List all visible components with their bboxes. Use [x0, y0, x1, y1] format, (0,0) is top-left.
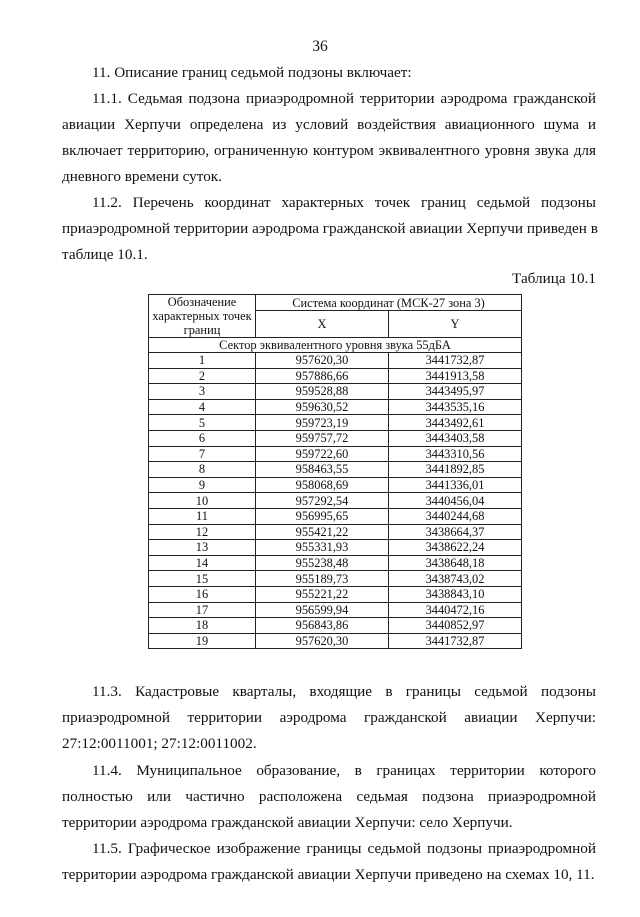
table-row — [149, 508, 522, 524]
coord-y: 3438648,18 — [389, 555, 522, 571]
table-row — [149, 353, 522, 369]
header-y: Y — [389, 311, 522, 338]
table-row — [149, 540, 522, 556]
table-row — [149, 430, 522, 446]
paragraph-11-3 — [62, 679, 596, 757]
coord-x: 955238,48 — [256, 555, 389, 571]
coord-y: 3440456,04 — [389, 493, 522, 509]
table-row — [149, 368, 522, 384]
coord-x: 959528,88 — [256, 384, 389, 400]
paragraph-line: 27:12:0011001; 27:12:0011002. — [62, 735, 257, 752]
paragraph-line: 11.3. Кадастровые кварталы, входящие в границы седьмой подзоны — [92, 683, 596, 700]
sector-label: Сектор эквивалентного уровня звука 55дБА — [149, 338, 522, 353]
paragraph-line: 11.4. Муниципальное образование, в границах территории которого — [92, 762, 596, 779]
table-row — [149, 633, 522, 649]
paragraph-line: полностью или частично расположена седьмая подзона приаэродромной — [62, 788, 596, 805]
paragraph-line: приаэродромной территории аэродрома гражданской авиации Херпучи: — [62, 709, 596, 726]
header-x: X — [256, 311, 389, 338]
coord-x: 955421,22 — [256, 524, 389, 540]
paragraph-line: территории аэродрома гражданской авиации Херпучи: село Херпучи. — [62, 814, 513, 831]
coord-x: 957620,30 — [256, 633, 389, 649]
coord-y: 3441913,58 — [389, 368, 522, 384]
page-number: 36 — [312, 38, 328, 55]
point-number: 17 — [149, 602, 256, 618]
header-coordinate-system: Система координат (МСК-27 зона 3) — [256, 295, 522, 311]
table-row — [149, 399, 522, 415]
point-number: 14 — [149, 555, 256, 571]
coord-y: 3443310,56 — [389, 446, 522, 462]
coord-x: 959757,72 — [256, 430, 389, 446]
coord-x: 956843,86 — [256, 618, 389, 634]
coord-y: 3443535,16 — [389, 399, 522, 415]
coord-y: 3443403,58 — [389, 430, 522, 446]
paragraph-11-1 — [62, 86, 596, 190]
coord-y: 3443492,61 — [389, 415, 522, 431]
coord-x: 959723,19 — [256, 415, 389, 431]
coord-x: 955189,73 — [256, 571, 389, 587]
paragraph-line: приаэродромной территории аэродрома гражданской авиации Херпучи приведен в — [62, 220, 598, 237]
coord-y: 3440244,68 — [389, 508, 522, 524]
paragraph-line: 11.2. Перечень координат характерных точек границ седьмой подзоны — [92, 194, 596, 211]
point-number: 8 — [149, 462, 256, 478]
table-row — [149, 415, 522, 431]
paragraph-11-4 — [62, 758, 596, 836]
paragraph-line: 11.5. Графическое изображение границы седьмой подзоны приаэродромной — [92, 840, 596, 857]
coord-x: 955331,93 — [256, 540, 389, 556]
point-number: 18 — [149, 618, 256, 634]
coord-x: 959722,60 — [256, 446, 389, 462]
table-row — [149, 384, 522, 400]
coord-x: 957292,54 — [256, 493, 389, 509]
paragraph-11-5 — [62, 836, 596, 888]
header-designation: Обозначение характерных точек границ — [149, 295, 256, 338]
table-body — [149, 353, 522, 649]
point-number: 1 — [149, 353, 256, 369]
coord-y: 3438622,24 — [389, 540, 522, 556]
table-row — [149, 462, 522, 478]
coord-y: 3440472,16 — [389, 602, 522, 618]
point-number: 9 — [149, 477, 256, 493]
point-number: 19 — [149, 633, 256, 649]
point-number: 13 — [149, 540, 256, 556]
table-caption: Таблица 10.1 — [512, 270, 596, 287]
point-number: 3 — [149, 384, 256, 400]
coord-y: 3438664,37 — [389, 524, 522, 540]
paragraph-line: включает территорию, ограниченную контуром эквивалентного уровня звука для — [62, 142, 596, 159]
coord-x: 958463,55 — [256, 462, 389, 478]
point-number: 4 — [149, 399, 256, 415]
table-row — [149, 477, 522, 493]
table-row — [149, 586, 522, 602]
paragraph-11-2 — [62, 190, 596, 268]
coord-x: 957620,30 — [256, 353, 389, 369]
point-number: 2 — [149, 368, 256, 384]
coord-x: 956599,94 — [256, 602, 389, 618]
coord-x: 959630,52 — [256, 399, 389, 415]
coord-y: 3441336,01 — [389, 477, 522, 493]
coord-y: 3443495,97 — [389, 384, 522, 400]
coord-x: 957886,66 — [256, 368, 389, 384]
paragraph-line: 11.1. Седьмая подзона приаэродромной территории аэродрома гражданской — [92, 90, 596, 107]
coord-x: 958068,69 — [256, 477, 389, 493]
paragraph-line: территории аэродрома гражданской авиации Херпучи приведено на схемах 10, 11. — [62, 866, 595, 883]
paragraph-line: авиации Херпучи определена из условий воздействия авиационного шума и — [62, 116, 596, 133]
coord-x: 956995,65 — [256, 508, 389, 524]
coord-y: 3440852,97 — [389, 618, 522, 634]
coordinates-table — [148, 294, 522, 649]
table-row — [149, 493, 522, 509]
coord-y: 3441732,87 — [389, 633, 522, 649]
table-row — [149, 618, 522, 634]
coord-x: 955221,22 — [256, 586, 389, 602]
coord-y: 3438843,10 — [389, 586, 522, 602]
coord-y: 3441892,85 — [389, 462, 522, 478]
table-row — [149, 524, 522, 540]
point-number: 16 — [149, 586, 256, 602]
point-number: 7 — [149, 446, 256, 462]
point-number: 12 — [149, 524, 256, 540]
point-number: 6 — [149, 430, 256, 446]
point-number: 10 — [149, 493, 256, 509]
paragraph-line: таблице 10.1. — [62, 246, 148, 263]
table-row — [149, 446, 522, 462]
table-row — [149, 555, 522, 571]
coord-y: 3441732,87 — [389, 353, 522, 369]
point-number: 5 — [149, 415, 256, 431]
section-heading: 11. Описание границ седьмой подзоны включает: — [92, 64, 412, 81]
point-number: 11 — [149, 508, 256, 524]
paragraph-line: дневного времени суток. — [62, 168, 222, 185]
coord-y: 3438743,02 — [389, 571, 522, 587]
table-row — [149, 571, 522, 587]
point-number: 15 — [149, 571, 256, 587]
table-row — [149, 602, 522, 618]
